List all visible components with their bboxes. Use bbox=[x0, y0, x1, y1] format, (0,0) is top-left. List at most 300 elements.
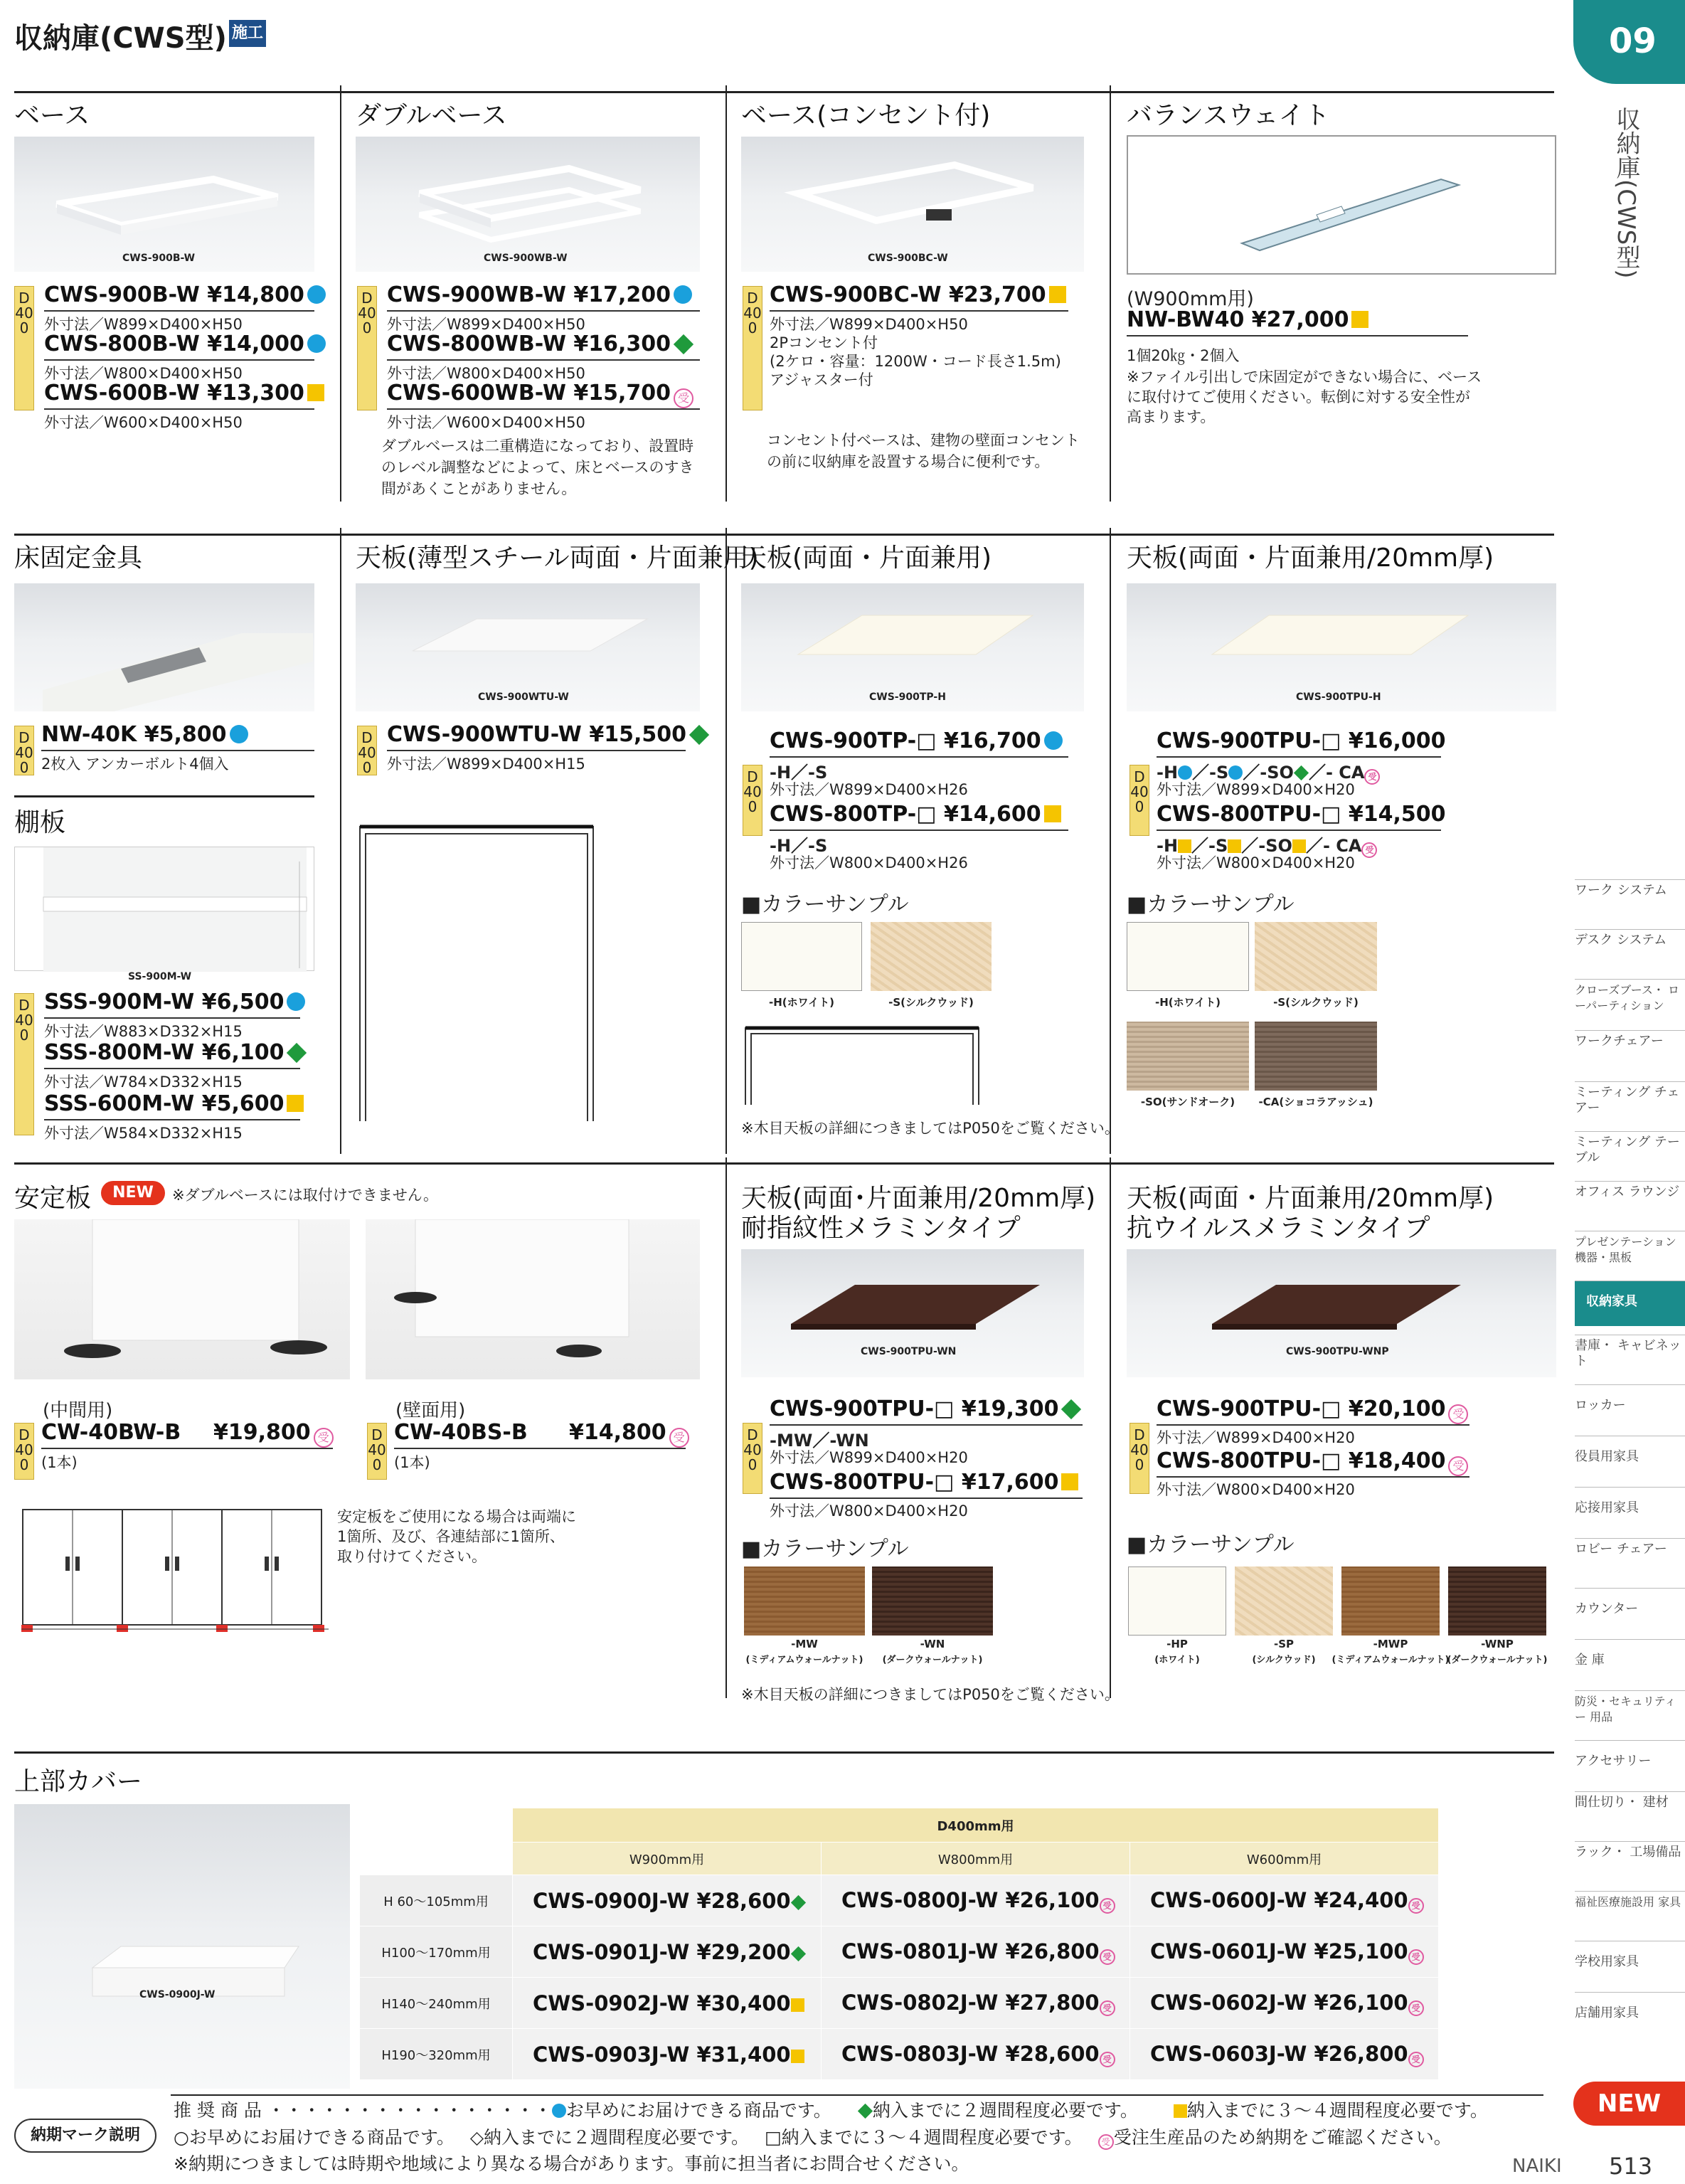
sidebar-item[interactable]: ラック・ 工場備品 bbox=[1575, 1841, 1685, 1882]
three-week-mark-icon bbox=[1044, 805, 1061, 822]
made-to-order-mark-icon: 受 bbox=[1361, 842, 1377, 858]
section-title-balance-weight: バランスウェイト bbox=[1127, 101, 1330, 130]
model-price: CWS-800B-W ¥14,000 bbox=[44, 332, 326, 356]
section-title-top-cover: 上部カバー bbox=[14, 1767, 143, 1796]
color-swatch bbox=[1235, 1567, 1333, 1636]
model-price: CWS-900TPU-□ ¥16,000 bbox=[1157, 728, 1446, 753]
variant-text: -H／-S bbox=[770, 763, 828, 783]
model-underline bbox=[770, 756, 1068, 758]
three-week-mark-icon bbox=[1351, 311, 1368, 328]
product-photo-top-fingerprint bbox=[741, 1249, 1084, 1377]
model-price: SSS-800M-W ¥6,100 bbox=[44, 1040, 307, 1065]
sidebar-item[interactable]: 防災・セキュリティー 用品 bbox=[1575, 1690, 1685, 1732]
section-title-top-steel: 天板(薄型スチール両面・片面兼用) bbox=[356, 544, 759, 573]
made-to-order-mark-icon: 受 bbox=[1448, 1456, 1468, 1476]
color-swatch bbox=[741, 922, 862, 991]
made-to-order-mark-icon: 受 bbox=[1100, 1898, 1115, 1914]
model-price: SSS-600M-W ¥5,600 bbox=[44, 1091, 304, 1116]
model-underline bbox=[770, 1424, 1083, 1426]
swatch-label: -SP bbox=[1273, 1638, 1295, 1650]
table-row bbox=[360, 1926, 1439, 1978]
spec-text: 1個20㎏・2個入 bbox=[1127, 347, 1240, 364]
photo-caption: CWS-900B-W bbox=[122, 253, 196, 264]
section-subtitle-top-antivirus: 抗ウイルスメラミンタイプ bbox=[1127, 1214, 1430, 1243]
model-underline bbox=[1157, 829, 1441, 831]
model-underline bbox=[44, 1017, 300, 1019]
table-cell: CWS-0601J-W ¥25,100 受 bbox=[1130, 1926, 1439, 1978]
usage-label: (中間用) bbox=[43, 1400, 113, 1421]
model-name: CW-40BS-B bbox=[394, 1420, 528, 1445]
model-underline bbox=[770, 1497, 1083, 1499]
model-underline bbox=[387, 750, 686, 751]
color-swatch bbox=[1448, 1567, 1546, 1636]
depth-tag: D400 bbox=[743, 286, 762, 410]
model-price: CWS-900TP-□ ¥16,700 bbox=[770, 728, 1063, 753]
three-week-mark-icon bbox=[1049, 286, 1066, 303]
double-base-illustration bbox=[356, 137, 700, 272]
photo-caption: CWS-900WB-W bbox=[484, 253, 568, 264]
variant-text: -MW／-WN bbox=[770, 1431, 869, 1451]
depth-tag: D400 bbox=[1129, 1423, 1149, 1494]
spec-text: (2ケロ・容量：1200W・コード長さ1.5m) bbox=[770, 353, 1061, 370]
photo-caption: CWS-900BC-W bbox=[868, 253, 948, 264]
spec-text: 外寸法／W899×D400×H20 bbox=[1157, 781, 1355, 798]
balance-weight-illustration bbox=[1128, 137, 1555, 273]
model-price: CWS-600B-W ¥13,300 bbox=[44, 381, 324, 405]
swatch-label: -CA(ショコラアッシュ) bbox=[1258, 1096, 1373, 1108]
made-to-order-mark-icon: 受 bbox=[1408, 2052, 1424, 2067]
col-rule bbox=[1110, 528, 1111, 1154]
footnote: ※木目天板の詳細につきましてはP050をご覧ください。 bbox=[741, 1120, 1120, 1137]
sidebar-item[interactable]: ミーティング チェアー bbox=[1575, 1081, 1685, 1123]
legend-line-3: ※納期につきましては時期や地域により異なる場合があります。事前に担当者にお問合せください。 bbox=[174, 2153, 969, 2174]
depth-tag: D400 bbox=[14, 1423, 34, 1480]
stock-mark-icon bbox=[674, 285, 692, 304]
sidebar-item[interactable]: オフィス ラウンジ bbox=[1575, 1181, 1685, 1222]
swatch-label: -MWP bbox=[1373, 1638, 1408, 1650]
spec-text: 外寸法／W800×D400×H50 bbox=[44, 365, 243, 382]
model-underline bbox=[770, 829, 1068, 831]
shelf-illustration bbox=[15, 847, 315, 972]
swatch-label: -S(シルクウッド) bbox=[1273, 996, 1359, 1009]
swatch-label: (ミディアムウォールナット) bbox=[745, 1655, 863, 1665]
made-to-order-mark-icon: 受 bbox=[1408, 1898, 1424, 1914]
model-underline bbox=[394, 1448, 686, 1449]
column-header: W800mm用 bbox=[822, 1843, 1130, 1875]
three-week-mark-icon bbox=[1061, 1473, 1078, 1490]
color-sample-heading: ■カラーサンプル bbox=[741, 892, 909, 917]
swatch-label: -WN bbox=[920, 1638, 945, 1650]
product-photo-top-antivirus bbox=[1127, 1249, 1556, 1377]
sidebar-item[interactable]: 応接用家具 bbox=[1575, 1487, 1685, 1530]
table-row bbox=[360, 2029, 1439, 2080]
sidebar-item[interactable]: 店舗用家具 bbox=[1575, 1992, 1685, 2035]
swatch-label: (ミディアムウォールナット) bbox=[1331, 1655, 1450, 1665]
spec-text: 外寸法／W899×D400×H26 bbox=[770, 781, 968, 798]
product-photo-top-cover bbox=[14, 1804, 350, 2089]
model-underline bbox=[770, 310, 1068, 312]
photo-caption: CWS-900TP-H bbox=[869, 691, 946, 703]
section-title-top-20mm: 天板(両面・片面兼用/20mm厚) bbox=[1127, 544, 1494, 573]
spec-text: 外寸法／W800×D400×H20 bbox=[1157, 1481, 1355, 1498]
row-rule-3 bbox=[14, 1162, 1554, 1165]
two-week-mark-icon bbox=[858, 2104, 873, 2119]
spec-text: 外寸法／W899×D400×H50 bbox=[770, 316, 968, 333]
model-underline bbox=[1157, 756, 1441, 758]
stock-mark-icon bbox=[1228, 765, 1243, 780]
made-to-order-mark-icon: 受 bbox=[1364, 769, 1380, 785]
new-page-badge: NEW bbox=[1573, 2082, 1685, 2126]
table-cell: CWS-0800J-W ¥26,100 受 bbox=[822, 1875, 1130, 1926]
model-underline bbox=[41, 1448, 333, 1449]
product-photo-stabilizer-wall bbox=[366, 1219, 700, 1379]
made-to-order-mark-icon: 受 bbox=[669, 1428, 689, 1448]
depth-tag: D400 bbox=[1129, 765, 1149, 836]
floor-fix-illustration bbox=[14, 583, 314, 711]
color-swatch bbox=[1341, 1567, 1440, 1636]
color-swatch bbox=[872, 1567, 993, 1636]
stabilizer-wall-illustration bbox=[366, 1219, 700, 1379]
spec-text: 外寸法／W600×D400×H50 bbox=[44, 414, 243, 431]
model-price: CWS-900WB-W ¥17,200 bbox=[387, 282, 692, 307]
sidebar-item[interactable]: アクセサリー bbox=[1575, 1740, 1685, 1783]
photo-caption: CWS-0900J-W bbox=[139, 1989, 216, 2000]
top-antivirus-illustration bbox=[1127, 1249, 1556, 1377]
sidebar-item[interactable]: プレゼンテーション 機器・黒板 bbox=[1575, 1231, 1685, 1272]
row-header: H 60～105mm用 bbox=[360, 1875, 513, 1926]
made-to-order-mark-icon: 受 bbox=[1408, 1949, 1424, 1965]
sidebar-item[interactable]: 役員用家具 bbox=[1575, 1436, 1685, 1478]
two-week-mark-icon bbox=[674, 334, 693, 354]
product-photo-stabilizer-middle bbox=[14, 1219, 350, 1379]
three-week-mark-icon bbox=[287, 1095, 304, 1112]
description-note: 安定板をご使用になる場合は両端に1箇所、及び、各連結部に1箇所、取り付けてください。 bbox=[337, 1508, 576, 1565]
model-underline bbox=[44, 359, 314, 361]
made-to-order-mark-icon: 受 bbox=[1100, 2000, 1115, 2016]
column-header: W600mm用 bbox=[1130, 1843, 1439, 1875]
table-corner bbox=[360, 1808, 513, 1875]
sidebar-item[interactable]: 福祉医療施設用 家具 bbox=[1575, 1891, 1685, 1932]
depth-tag: D400 bbox=[743, 1423, 762, 1494]
col-rule bbox=[725, 1157, 727, 1698]
product-photo-double-base bbox=[356, 137, 700, 272]
side-title: 収納庫(CWS型) bbox=[1612, 107, 1640, 279]
model-price: CWS-800TP-□ ¥14,600 bbox=[770, 802, 1061, 827]
model-price: NW-40K ¥5,800 bbox=[41, 722, 248, 747]
made-to-order-mark-icon: 受 bbox=[674, 388, 693, 408]
model-price: CWS-900TPU-□ ¥20,100 受 bbox=[1157, 1396, 1468, 1424]
sidebar-item-active[interactable]: 収納家具 bbox=[1575, 1281, 1685, 1326]
three-week-mark-icon bbox=[1174, 2104, 1187, 2118]
model-price: CWS-900BC-W ¥23,700 bbox=[770, 282, 1066, 307]
spec-text: 外寸法／W883×D332×H15 bbox=[44, 1023, 243, 1040]
swatch-label: (シルクウッド) bbox=[1252, 1655, 1316, 1665]
color-swatch bbox=[1255, 1022, 1377, 1091]
made-to-order-mark-icon: 受 bbox=[1098, 2134, 1114, 2150]
spec-text: 外寸法／W800×D400×H26 bbox=[770, 854, 968, 871]
outlet-base-illustration bbox=[741, 137, 1084, 272]
sidebar-item[interactable]: 間仕切り・ 建材 bbox=[1575, 1791, 1685, 1833]
color-swatch bbox=[871, 922, 992, 991]
model-price: CWS-800TPU-□ ¥14,500 bbox=[1157, 802, 1446, 827]
footer-brand: NAIKI bbox=[1512, 2156, 1562, 2177]
section-title-top-antivirus: 天板(両面・片面兼用/20mm厚) bbox=[1127, 1184, 1494, 1213]
model-price: CWS-600WB-W ¥15,700 受 bbox=[387, 381, 693, 408]
swatch-label: -MW bbox=[791, 1638, 818, 1650]
depth-tag: D400 bbox=[743, 765, 762, 836]
model-underline bbox=[1157, 1476, 1469, 1478]
color-swatch bbox=[1255, 922, 1377, 991]
row-header: H140～240mm用 bbox=[360, 1978, 513, 2029]
swatch-label: (ホワイト) bbox=[1154, 1655, 1200, 1665]
table-cell: CWS-0802J-W ¥27,800 受 bbox=[822, 1978, 1130, 2029]
column-header: W900mm用 bbox=[513, 1843, 822, 1875]
model-price: CWS-800TPU-□ ¥18,400 受 bbox=[1157, 1448, 1468, 1476]
product-photo-base bbox=[14, 137, 314, 272]
table-cell: CWS-0603J-W ¥26,800 受 bbox=[1130, 2029, 1439, 2080]
col-rule bbox=[340, 85, 341, 502]
spec-text: 外寸法／W899×D400×H15 bbox=[387, 756, 585, 773]
base-frame-illustration bbox=[14, 137, 314, 272]
footer-rule bbox=[171, 2094, 1543, 2096]
color-swatch bbox=[1127, 1022, 1249, 1091]
usage-label: (壁面用) bbox=[395, 1400, 466, 1421]
color-sample-heading: ■カラーサンプル bbox=[1127, 1532, 1295, 1557]
legend-line-2: ○お早めにお届けできる商品です。 ◇納入までに２週間程度必要です。 □納入までに３～４週間程度必要です。 受 受注生産品のため納期をご確認ください。 bbox=[174, 2124, 1452, 2150]
page-title: 収納庫(CWS型) bbox=[14, 22, 227, 55]
model-underline bbox=[44, 1068, 300, 1069]
swatch-label: -HP bbox=[1166, 1638, 1188, 1650]
color-swatch bbox=[744, 1567, 865, 1636]
table-cell: CWS-0602J-W ¥26,100 受 bbox=[1130, 1978, 1439, 2029]
variant-text: -H ／-S ／-SO ／- CA 受 bbox=[1157, 832, 1377, 858]
depth-tag: D400 bbox=[357, 726, 377, 775]
swatch-label: -SO(サンドオーク) bbox=[1140, 1096, 1235, 1108]
made-to-order-mark-icon: 受 bbox=[1408, 2000, 1424, 2016]
sidebar-item[interactable]: ワークチェアー bbox=[1575, 1030, 1685, 1073]
row-rule-4 bbox=[14, 1751, 1554, 1754]
row-rule-2 bbox=[14, 534, 1554, 536]
table-cell: CWS-0902J-W ¥30,400 bbox=[513, 1978, 822, 2029]
model-underline bbox=[41, 750, 314, 751]
product-photo-outlet-base bbox=[741, 137, 1084, 272]
sidebar-item[interactable]: デスク システム bbox=[1575, 929, 1685, 970]
sidebar-item[interactable]: 金 庫 bbox=[1575, 1639, 1685, 1682]
table-cell: CWS-0600J-W ¥24,400 受 bbox=[1130, 1875, 1439, 1926]
stabilizer-remark: ※ダブルベースには取付けできません。 bbox=[172, 1187, 438, 1204]
model-name: CW-40BW-B bbox=[41, 1420, 181, 1445]
photo-caption: SS-900M-W bbox=[128, 971, 192, 982]
made-to-order-mark-icon: 受 bbox=[314, 1428, 334, 1448]
spec-text: 2枚入 アンカーボルト4個入 bbox=[41, 756, 229, 773]
section-title-double-base: ダブルベース bbox=[356, 101, 507, 130]
made-to-order-mark-icon: 受 bbox=[1100, 2052, 1115, 2067]
spec-text: 外寸法／W899×D400×H20 bbox=[1157, 1429, 1355, 1446]
spec-text: 外寸法／W784×D332×H15 bbox=[44, 1074, 243, 1091]
stock-mark-icon bbox=[230, 725, 248, 743]
spec-text: 外寸法／W600×D400×H50 bbox=[387, 414, 585, 431]
three-week-mark-icon bbox=[791, 1998, 804, 2012]
shelf-rule bbox=[14, 795, 314, 797]
col-rule bbox=[725, 85, 727, 502]
row-header: H190～320mm用 bbox=[360, 2029, 513, 2080]
sidebar-item[interactable]: ロッカー bbox=[1575, 1384, 1685, 1427]
model-price: SSS-900M-W ¥6,500 bbox=[44, 990, 305, 1014]
variant-text: -H／-S bbox=[770, 836, 828, 856]
col-rule bbox=[725, 528, 727, 1154]
description-note: コンセント付ベースは、建物の壁面コンセントの前に収納庫を設置する場合に便利です。 bbox=[767, 432, 1080, 470]
two-week-mark-icon bbox=[689, 725, 709, 745]
spec-text: 外寸法／W800×D400×H20 bbox=[1157, 854, 1355, 871]
quantity-text: (1本) bbox=[41, 1454, 78, 1471]
spec-text: 外寸法／W899×D400×H50 bbox=[387, 316, 585, 333]
model-price: ¥19,800 受 bbox=[213, 1420, 334, 1448]
product-photo-balance-weight bbox=[1127, 135, 1556, 275]
photo-caption: CWS-900TPU-H bbox=[1296, 691, 1381, 703]
two-week-mark-icon bbox=[287, 1043, 307, 1063]
legend-line-1: 推 奨 商 品 ・・・・・・・・・・・・・・・・ お早めにお届けできる商品です。 納入までに２週間程度必要です。 納入までに３～４週間程度必要です。 bbox=[174, 2100, 1488, 2121]
model-price: CWS-900TPU-□ ¥19,300 bbox=[770, 1396, 1081, 1421]
stock-mark-icon bbox=[287, 992, 305, 1011]
top-both-side-diagram bbox=[741, 1021, 983, 1106]
two-week-mark-icon bbox=[791, 1894, 806, 1909]
depth-tag: D400 bbox=[14, 286, 34, 410]
swatch-label: (ダークウォールナット) bbox=[1447, 1655, 1548, 1665]
color-sample-heading: ■カラーサンプル bbox=[1127, 892, 1295, 917]
section-title-top-both: 天板(両面・片面兼用) bbox=[741, 544, 992, 573]
stabilizer-placement-diagram bbox=[21, 1507, 329, 1635]
three-week-mark-icon bbox=[791, 2050, 804, 2063]
depth-tag: D400 bbox=[14, 993, 34, 1135]
spec-text: 外寸法／W800×D400×H20 bbox=[770, 1502, 968, 1520]
model-underline bbox=[44, 408, 314, 410]
color-swatch bbox=[1127, 922, 1249, 991]
swatch-label: -H(ホワイト) bbox=[1154, 996, 1221, 1009]
sidebar-item[interactable]: 書庫・ キャビネット bbox=[1575, 1335, 1685, 1376]
model-underline bbox=[1157, 1424, 1469, 1426]
model-underline bbox=[387, 359, 700, 361]
top-cover-price-table bbox=[359, 1808, 1439, 2080]
photo-caption: CWS-900TPU-WN bbox=[861, 1346, 957, 1357]
product-photo-shelf bbox=[14, 847, 314, 971]
usage-label: (W900mm用) bbox=[1127, 288, 1254, 310]
made-to-order-mark-icon: 受 bbox=[1100, 1949, 1115, 1965]
sidebar-item[interactable]: ワーク システム bbox=[1575, 879, 1685, 921]
spec-text: 外寸法／W899×D400×H20 bbox=[770, 1449, 968, 1466]
delivery-legend-title: 納期マーク説明 bbox=[14, 2119, 156, 2153]
model-price: CWS-800TPU-□ ¥17,600 bbox=[770, 1470, 1078, 1495]
stock-mark-icon bbox=[552, 2104, 566, 2118]
description-note: ※ファイル引出しで床固定ができない場合に、ベースに取付けてご使用ください。転倒に対する安全性が高まります。 bbox=[1127, 369, 1482, 425]
footnote: ※木目天板の詳細につきましてはP050をご覧ください。 bbox=[741, 1686, 1120, 1703]
swatch-label: (ダークウォールナット) bbox=[882, 1655, 983, 1665]
sidebar-item[interactable]: ミーティング テーブル bbox=[1575, 1131, 1685, 1172]
stock-mark-icon bbox=[1044, 731, 1063, 750]
section-subtitle-top-fingerprint: 耐指紋性メラミンタイプ bbox=[741, 1214, 1021, 1243]
description-note: ダブルベースは二重構造になっており、設置時のレベル調整などによって、床とベースのすき間があくことがありません。 bbox=[381, 438, 694, 497]
section-title-outlet-base: ベース(コンセント付) bbox=[741, 101, 991, 130]
swatch-label: -H(ホワイト) bbox=[768, 996, 835, 1009]
chapter-number: 09 bbox=[1609, 21, 1657, 61]
stock-mark-icon bbox=[307, 334, 326, 353]
top-fingerprint-illustration bbox=[741, 1249, 1084, 1377]
model-price: ¥14,800 受 bbox=[569, 1420, 689, 1448]
top-cover-illustration bbox=[14, 1804, 350, 2089]
product-photo-floor-fix bbox=[14, 583, 314, 711]
section-title-stabilizer: 安定板 bbox=[14, 1184, 92, 1213]
col-rule bbox=[340, 528, 341, 1154]
table-header: D400mm用 bbox=[513, 1808, 1439, 1843]
section-title-floor-fix: 床固定金具 bbox=[14, 544, 143, 573]
section-title-shelf: 棚板 bbox=[14, 808, 66, 837]
sidebar-item[interactable]: ロビー チェアー bbox=[1575, 1538, 1685, 1579]
section-title-base: ベース bbox=[14, 101, 90, 130]
model-price: CWS-900WTU-W ¥15,500 bbox=[387, 722, 709, 747]
color-swatch bbox=[1128, 1567, 1226, 1636]
construction-badge: 施工 bbox=[229, 20, 266, 47]
model-price: CWS-800WB-W ¥16,300 bbox=[387, 332, 693, 356]
depth-tag: D400 bbox=[357, 286, 377, 410]
made-to-order-mark-icon: 受 bbox=[1448, 1404, 1468, 1424]
variant-text: -H ／-S ／-SO ／- CA 受 bbox=[1157, 758, 1380, 785]
new-badge: NEW bbox=[101, 1181, 165, 1205]
table-row bbox=[360, 1978, 1439, 2029]
color-sample-heading: ■カラーサンプル bbox=[741, 1537, 909, 1562]
swatch-label: -S(シルクウッド) bbox=[888, 996, 974, 1009]
depth-tag: D400 bbox=[367, 1423, 387, 1480]
quantity-text: (1本) bbox=[394, 1454, 430, 1471]
depth-tag: D400 bbox=[14, 726, 34, 775]
spec-text: 外寸法／W800×D400×H50 bbox=[387, 365, 585, 382]
stabilizer-middle-illustration bbox=[14, 1219, 350, 1379]
model-underline bbox=[44, 1119, 300, 1120]
spec-text: アジャスター付 bbox=[770, 371, 873, 388]
model-underline bbox=[387, 310, 700, 312]
row-rule-1 bbox=[14, 91, 1554, 93]
photo-caption: CWS-900WTU-W bbox=[478, 691, 569, 703]
swatch-label: -WNP bbox=[1481, 1638, 1514, 1650]
col-rule bbox=[1110, 85, 1111, 502]
spec-text: 外寸法／W584×D332×H15 bbox=[44, 1125, 243, 1142]
photo-caption: CWS-900TPU-WNP bbox=[1286, 1346, 1389, 1357]
table-cell: CWS-0903J-W ¥31,400 bbox=[513, 2029, 822, 2080]
spec-text: 2Pコンセント付 bbox=[770, 334, 878, 351]
spec-text: 外寸法／W899×D400×H50 bbox=[44, 316, 243, 333]
model-price: NW-BW40 ¥27,000 bbox=[1127, 307, 1368, 332]
top-steel-side-diagram bbox=[356, 817, 597, 1123]
row-header: H100～170mm用 bbox=[360, 1926, 513, 1978]
stock-mark-icon bbox=[307, 285, 326, 304]
section-title-top-fingerprint: 天板(両面･片面兼用/20mm厚) bbox=[741, 1184, 1096, 1213]
sidebar-item[interactable]: カウンター bbox=[1575, 1588, 1685, 1631]
model-price: CWS-900B-W ¥14,800 bbox=[44, 282, 326, 307]
table-cell: CWS-0801J-W ¥26,800 受 bbox=[822, 1926, 1130, 1978]
table-cell: CWS-0900J-W ¥28,600 bbox=[513, 1875, 822, 1926]
model-underline bbox=[44, 310, 314, 312]
col-rule bbox=[1110, 1157, 1111, 1698]
model-underline bbox=[1127, 335, 1468, 336]
table-cell: CWS-0901J-W ¥29,200 bbox=[513, 1926, 822, 1978]
page-number: 513 bbox=[1609, 2153, 1653, 2180]
stock-mark-icon bbox=[1178, 765, 1192, 780]
two-week-mark-icon bbox=[1061, 1399, 1081, 1419]
two-week-mark-icon bbox=[791, 1946, 806, 1961]
sidebar-item[interactable]: クローズブース・ ローパーティション bbox=[1575, 979, 1685, 1022]
three-week-mark-icon bbox=[307, 384, 324, 401]
table-cell: CWS-0803J-W ¥28,600 受 bbox=[822, 2029, 1130, 2080]
sidebar-item[interactable]: 学校用家具 bbox=[1575, 1941, 1685, 1983]
model-underline bbox=[387, 408, 700, 410]
